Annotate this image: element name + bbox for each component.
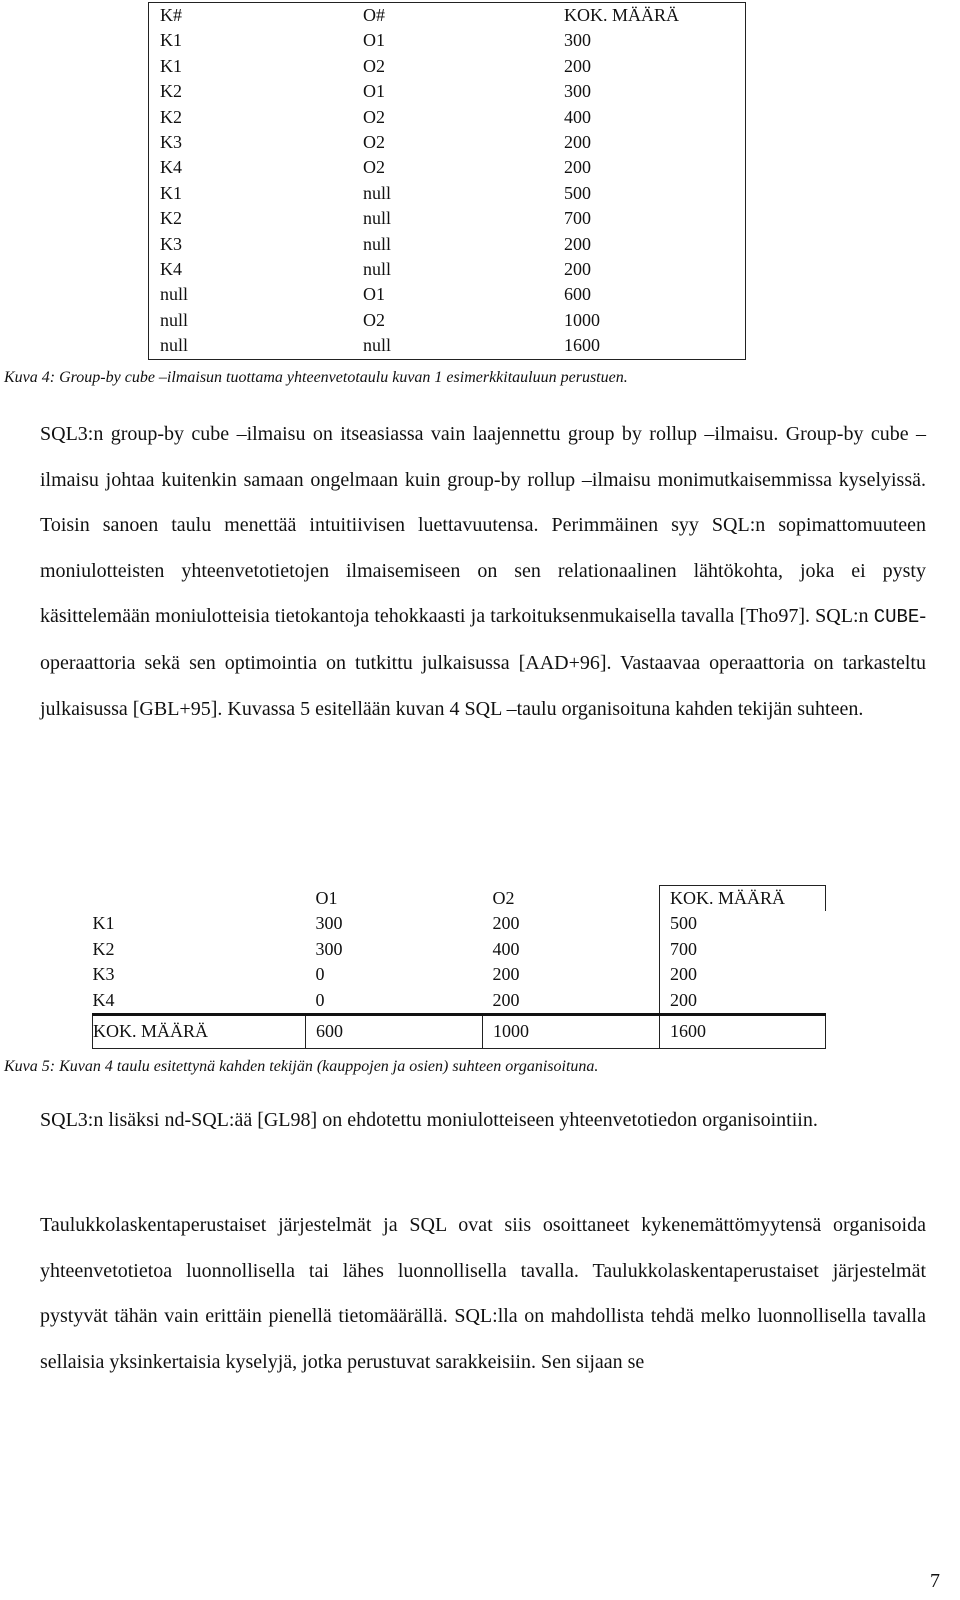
row-label: K3 [92, 964, 115, 985]
table-cell: 400 [492, 938, 520, 959]
header-cell: KOK. MÄÄRÄ [660, 886, 826, 912]
table-row [149, 308, 746, 333]
table-cell: K4 [160, 259, 182, 280]
table-cell: 200 [564, 157, 591, 178]
table-row [149, 28, 746, 53]
table-cell: 200 [660, 962, 826, 987]
row-label: K4 [92, 989, 115, 1010]
table-cell: 300 [564, 81, 591, 102]
table-cell: 300 [315, 913, 343, 934]
pivot-table [92, 885, 826, 1049]
table-cell: 400 [564, 106, 591, 127]
table-cell: K2 [160, 106, 182, 127]
row-label: K2 [92, 938, 115, 959]
body-paragraph-1 [40, 412, 926, 732]
table-cell: O2 [363, 132, 385, 153]
table-cell: 300 [564, 30, 591, 51]
table-cell: 200 [564, 259, 591, 280]
table-row [149, 54, 746, 79]
header-cell: O1 [315, 887, 338, 908]
table-cell: O2 [363, 157, 385, 178]
table-cell: 200 [492, 913, 520, 934]
table-cell: 500 [564, 182, 591, 203]
body-paragraph-3: Taulukkolaskentaperustaiset järjestelmät ja SQL ovat siis osoittaneet kykenemättömyytensä organisoida yhteenvetotietoa luonnollisella tai lähes luonnollisella tavalla. Taulukkolaskentaperustaiset järjestelmät pystyvät tähän vain erittäin pienellä tietomäärällä. SQL:lla on mahdollista tehdä melko luonnollisella tavalla sellaisia yksinkertaisia kyselyjä, jotka perustuvat sarakkeisiin. Sen sijaan se [40, 1214, 926, 1373]
table-cell: O1 [363, 30, 385, 51]
table-header-row [149, 3, 746, 29]
table-cell: K1 [160, 30, 182, 51]
table-row [149, 206, 746, 231]
table-cell: 1000 [564, 309, 600, 330]
table-row [149, 155, 746, 180]
table-cell: 200 [564, 233, 591, 254]
table-row [149, 232, 746, 257]
table-cell: null [160, 335, 189, 356]
table-cell: null [160, 309, 189, 330]
table-cell: K1 [160, 55, 182, 76]
table-cell: null [363, 233, 392, 254]
table-cell: 300 [315, 938, 343, 959]
table-cell: O2 [363, 309, 385, 330]
table-cell: 200 [564, 55, 591, 76]
table-cell: null [363, 259, 392, 280]
table-row [149, 282, 746, 307]
table-cell: 600 [564, 284, 591, 305]
total-cell: 600 [306, 1015, 483, 1049]
table-row [93, 937, 826, 962]
table-cell: null [363, 335, 392, 356]
code-cube: CUBE [873, 606, 920, 629]
table-cell: K1 [160, 182, 182, 203]
summary-table [148, 2, 746, 360]
table-header-row [93, 886, 826, 912]
total-label: KOK. MÄÄRÄ [93, 1015, 306, 1049]
paragraph-text: SQL3:n group-by cube –ilmaisu on itseasiassa vain laajennettu group by rollup –ilmaisu. Group-by cube –ilmaisu johtaa kuitenkin samaan ongelmaan kuin group-by rollup –ilmaisu monimutkaisemmissa kyselyissä. Toisin sanoen taulu menettää intuitiivisen luettavuutensa. Perimmäinen syy SQL:n sopimattomuuteen moniulotteisten yhteenvetotietojen ilmaisemiseen on sen relationaalinen lähtökohta, joka ei pysty käsittelemään moniulotteisia tietokantoja tehokkaasti ja tarkoituksenmukaisella tavalla [Tho97]. SQL:n [40, 423, 926, 628]
table-cell: K3 [160, 233, 182, 254]
table-row [93, 962, 826, 987]
table-cell: O2 [363, 55, 385, 76]
paragraph-text: -operaattoria sekä sen optimointia on tutkittu julkaisussa [AAD+96]. Vastaavaa operaattoria on tarkasteltu julkaisussa [GBL+95]. Kuvassa 5 esitellään kuvan 4 SQL –taulu organisoituna kahden tekijän suhteen. [40, 605, 926, 720]
table-cell: null [363, 182, 392, 203]
table-cell: 200 [492, 989, 520, 1010]
total-cell: 1000 [483, 1015, 660, 1049]
table-row [149, 79, 746, 104]
table-cell: O1 [363, 81, 385, 102]
table-cell: 700 [660, 937, 826, 962]
table-row [93, 988, 826, 1015]
table-cell: K4 [160, 157, 182, 178]
table-row [149, 181, 746, 206]
table-cell: O2 [363, 106, 385, 127]
header-cell: O# [363, 5, 385, 25]
table-cell: 0 [315, 964, 325, 985]
table-cell: K2 [160, 208, 182, 229]
table-cell: 200 [564, 132, 591, 153]
table-row [149, 257, 746, 282]
figure-caption-5: Kuva 5: Kuvan 4 taulu esitettynä kahden tekijän (kauppojen ja osien) suhteen organisoituna. [4, 1058, 599, 1075]
total-row [93, 1015, 826, 1049]
table-cell: K2 [160, 81, 182, 102]
table-cell: 700 [564, 208, 591, 229]
table-cell: 0 [315, 989, 325, 1010]
table-cell: null [160, 284, 189, 305]
table-cell: null [363, 208, 392, 229]
body-paragraph-2: SQL3:n lisäksi nd-SQL:ää [GL98] on ehdotettu moniulotteiseen yhteenvetotiedon organisointiin. [40, 1109, 818, 1131]
total-cell: 1600 [660, 1015, 826, 1049]
header-cell: O2 [492, 887, 515, 908]
table-row [149, 333, 746, 359]
table-cell: 500 [660, 911, 826, 936]
table-cell: 1600 [564, 335, 600, 356]
header-cell [93, 886, 306, 912]
table-cell: K3 [160, 132, 182, 153]
header-cell: K# [160, 5, 182, 25]
row-label: K1 [92, 913, 115, 934]
table-cell: 200 [660, 988, 826, 1015]
figure-caption-4: Kuva 4: Group-by cube –ilmaisun tuottama yhteenvetotaulu kuvan 1 esimerkkitauluun perustuen. [4, 369, 628, 386]
table-row [93, 911, 826, 936]
header-cell: KOK. MÄÄRÄ [564, 5, 680, 25]
table-cell: 200 [492, 964, 520, 985]
table-cell: O1 [363, 284, 385, 305]
table-row [149, 130, 746, 155]
table-row [149, 105, 746, 130]
page-number: 7 [930, 1570, 940, 1592]
